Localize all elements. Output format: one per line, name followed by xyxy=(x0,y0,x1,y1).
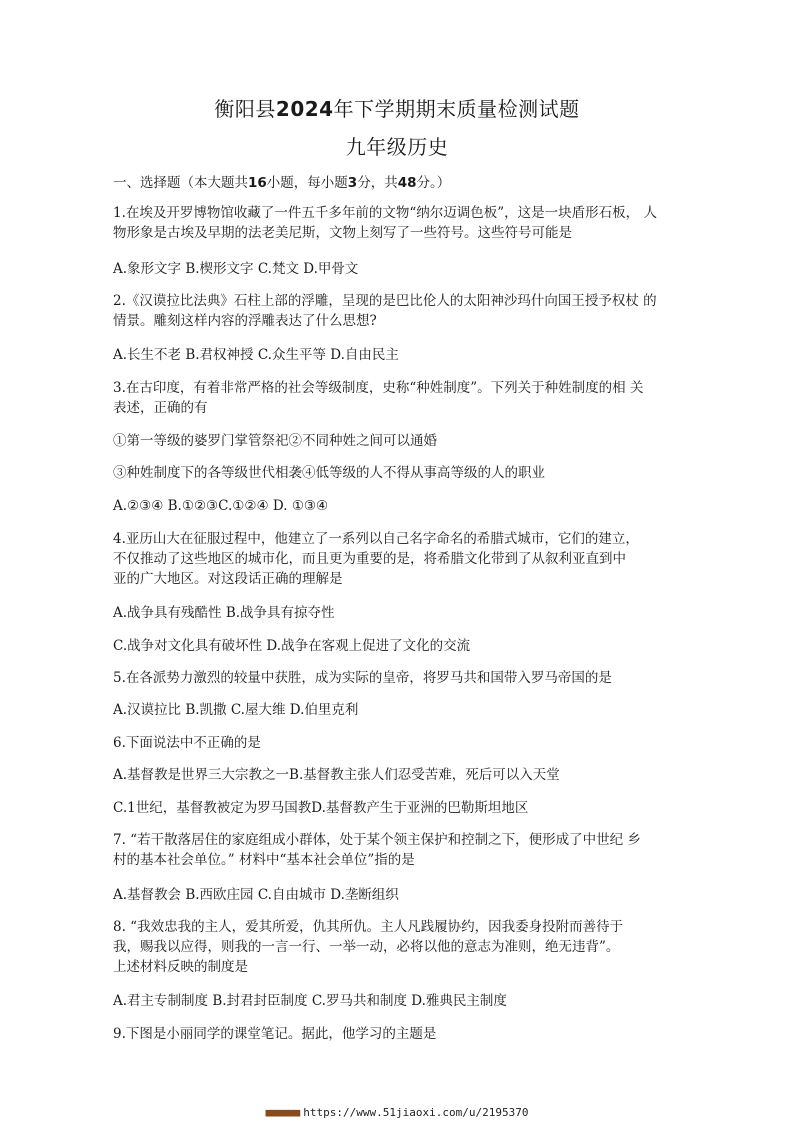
section-header: 一、选择题（本大题共16小题，每小题3分，共48分。） xyxy=(113,175,451,191)
question-line: 上述材料反映的制度是 xyxy=(113,959,248,975)
footer-mark: ■■■■■■ xyxy=(265,1106,300,1119)
answer-options: A.长生不老 B.君权神授 C.众生平等 D.自由民主 xyxy=(113,347,399,363)
answer-options: A.基督教是世界三大宗教之一B.基督教主张人们忍受苦难，死后可以入天堂 xyxy=(113,767,560,783)
question-line: 情景。雕刻这样内容的浮雕表达了什么思想? xyxy=(113,313,377,329)
question-line: 5.在各派势力激烈的较量中获胜，成为实际的皇帝，将罗马共和国带入罗马帝国的是 xyxy=(113,670,612,686)
answer-options: A.汉谟拉比 B.凯撒 C.屋大维 D.伯里克利 xyxy=(113,702,359,718)
statement-line: ①第一等级的婆罗门掌管祭祀②不同种姓之间可以通婚 xyxy=(113,433,437,449)
question-line: 亚的广大地区。对这段话正确的理解是 xyxy=(113,571,343,587)
question-line: 4.亚历山大在征服过程中，他建立了一系列以自己名字命名的希腊式城市，它们的建立， xyxy=(113,531,639,547)
answer-options: A.②③④ B.①②③C.①②④ D. ①③④ xyxy=(113,498,329,514)
question-line: 村的基本社会单位。” 材料中“基本社会单位”指的是 xyxy=(113,852,415,868)
question-line: 2.《汉谟拉比法典》石柱上部的浮雕，呈现的是巴比伦人的太阳神沙玛什向国王授予权杖 的 xyxy=(113,293,657,309)
exam-subtitle: 九年级历史 xyxy=(345,135,449,159)
exam-title: 衡阳县2024年下学期期末质量检测试题 xyxy=(214,97,580,121)
question-line: 6.下面说法中不正确的是 xyxy=(113,735,261,751)
answer-options: C.战争对文化具有破坏性 D.战争在客观上促进了文化的交流 xyxy=(113,638,471,654)
question-line: 8. “我效忠我的主人，爱其所爱，仇其所仇。主人凡践履协约，因我委身投附而善待于 xyxy=(113,919,624,935)
answer-options: A.战争具有残酷性 B.战争具有掠夺性 xyxy=(113,605,335,621)
answer-options: A.君主专制制度 B.封君封臣制度 C.罗马共和制度 D.雅典民主制度 xyxy=(113,993,507,1009)
question-line: 表述，正确的有 xyxy=(113,400,208,416)
question-line: 不仅推动了这些地区的城市化，而且更为重要的是，将希腊文化带到了从叙利亚直到中 xyxy=(113,551,626,567)
question-line: 物形象是古埃及早期的法老美尼斯，文物上刻写了一些符号。这些符号可能是 xyxy=(113,225,572,241)
answer-options: A.象形文字 B.楔形文字 C.梵文 D.甲骨文 xyxy=(113,261,359,277)
footer-url[interactable]: https://www.51jiaoxi.com/u/2195370 xyxy=(303,1106,529,1119)
answer-options: A.基督教会 B.西欧庄园 C.自由城市 D.垄断组织 xyxy=(113,887,399,903)
question-line: 7. “若干散落居住的家庭组成小群体，处于某个领主保护和控制之下，便形成了中世纪 乡 xyxy=(113,832,641,848)
statement-line: ③种姓制度下的各等级世代相袭④低等级的人不得从事高等级的人的职业 xyxy=(113,465,545,481)
question-line: 9.下图是小丽同学的课堂笔记。据此，他学习的主题是 xyxy=(113,1026,437,1042)
answer-options: C.1世纪，基督教被定为罗马国教D.基督教产生于亚洲的巴勒斯坦地区 xyxy=(113,800,529,816)
question-line: 我，赐我以应得，则我的一言一行、一举一动，必将以他的意志为准则，绝无违背”。 xyxy=(113,939,620,955)
question-line: 1.在埃及开罗博物馆收藏了一件五千多年前的文物“纳尔迈调色板”，这是一块盾形石板， 人 xyxy=(113,205,657,221)
question-line: 3.在古印度，有着非常严格的社会等级制度，史称“种姓制度”。下列关于种姓制度的相 关 xyxy=(113,380,644,396)
footer-watermark xyxy=(0,1106,794,1119)
